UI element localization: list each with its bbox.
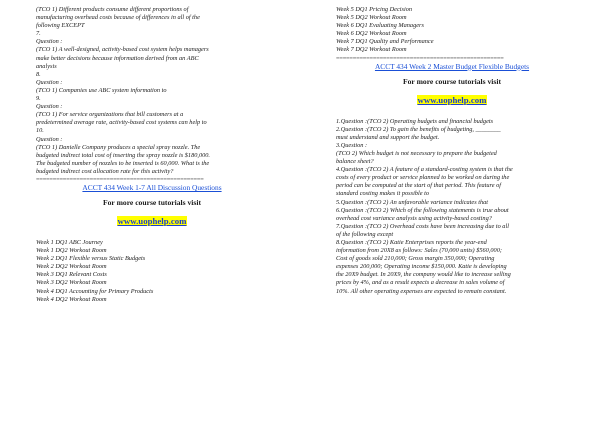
question-line: 10%. All other operating expenses are expected to remain constant. [336, 287, 507, 295]
question-line: balance sheet? [336, 158, 374, 166]
question-line: standard costing makes it possible to [336, 190, 429, 198]
left-column [36, 6, 268, 304]
week-item: Week 6 DQ1 Evaluating Managers [336, 22, 424, 30]
question-line: The budgeted number of nozzles to be inserted is 60,000. What is the [36, 159, 210, 167]
question-line: the 20X9 budget. In 20X9, the company would like to increase selling [336, 271, 511, 279]
question-line: 8.Question :(TCO 2) Katie Enterprises reports the year-end [336, 238, 487, 246]
question-line: (TCO 1) For service organizations that bill customers at a [36, 111, 184, 119]
question-line: Cost of goods sold 210,000; Gross margin 350,000; Operating [336, 255, 495, 263]
week-item: Week 7 DQ2 Workout Room [336, 46, 407, 54]
week-item: Week 5 DQ1 Pricing Decision [336, 6, 413, 13]
question-line: predetermined average rate, activity-based cost systems can help to [36, 119, 207, 127]
site-link[interactable]: www.uophelp.com [417, 94, 487, 105]
site-link[interactable]: www.uophelp.com [117, 215, 187, 226]
question-line: period can be computed at the start of that period. This feature of [336, 182, 502, 190]
question-line: (TCO 2) Which budget is not necessary to prepare the budgeted [336, 149, 497, 157]
question-line: (TCO 1) A well-designed, activity-based cost system helps managers [36, 46, 209, 54]
week-list-left [36, 239, 268, 304]
tutorials-label: For more course tutorials visit [103, 197, 201, 207]
question-line: Question : [36, 103, 63, 111]
question-line: 8. [36, 70, 41, 78]
question-line: Question : [36, 38, 63, 46]
question-line: 10. [36, 127, 44, 135]
question-line: of the following except [336, 230, 394, 238]
question-list-left [36, 6, 268, 176]
question-line: must understand and support the budget. [336, 133, 440, 141]
question-line: 9. [36, 95, 41, 103]
question-line: (TCO 1) Different products consume different proportions of [36, 6, 189, 13]
question-line: 5.Question :(TCO 2) An unfavorable variance indicates that [336, 198, 489, 206]
discussion-questions-heading-link[interactable]: ACCT 434 Week 1-7 All Discussion Questions [82, 182, 222, 192]
week-item: Week 1 DQ2 Workout Room [36, 247, 107, 255]
question-line: analysis [36, 62, 57, 70]
week-item: Week 1 DQ1 ABC Journey [36, 238, 103, 246]
question-line: budgeted indirect cost allocation rate for this activity? [36, 167, 174, 175]
question-line: 7.Question :(TCO 2) Overhead costs have been increasing due to all [336, 222, 509, 230]
separator-line: ================================================== [36, 175, 204, 183]
question-line: overhead cost variance analysis using activity-based costing? [336, 214, 492, 222]
week-item: Week 4 DQ1 Accounting for Primary Products [36, 287, 154, 295]
separator-line: ================================================== [336, 54, 504, 62]
right-column [336, 6, 568, 296]
week-item: Week 3 DQ2 Workout Room [36, 279, 107, 287]
question-line: following EXCEPT [36, 22, 85, 30]
week-item: Week 2 DQ2 Workout Room [36, 263, 107, 271]
question-line: expenses 200,000; Operating income $150,000. Katie is developing [336, 263, 507, 271]
question-line: information from 20X8 as follows: Sales (70,000 units) $560,000; [336, 247, 502, 255]
question-line: prices by 4%, and as a result expects a decrease in sales volume of [336, 279, 505, 287]
week-item: Week 5 DQ2 Workout Room [336, 14, 407, 22]
question-line: 1.Question :(TCO 2) Operating budgets and financial budgets [336, 117, 494, 125]
week-item: Week 6 DQ2 Workout Room [336, 30, 407, 38]
week-item: Week 4 DQ2 Workout Room [36, 295, 107, 303]
question-line: 6.Question :(TCO 2) Which of the following statements is true about [336, 206, 509, 214]
question-line: costs of every product or service planned to be worked on during the [336, 174, 510, 182]
week-list-right [336, 6, 568, 55]
question-line: 7. [36, 30, 41, 38]
question-line: 2.Question :(TCO 2) To gain the benefits of budgeting, ________ [336, 125, 501, 133]
question-list-right [336, 118, 568, 296]
week-item: Week 2 DQ1 Flexible versus Static Budgets [36, 255, 146, 263]
week-item: Week 3 DQ1 Relevant Costs [36, 271, 107, 279]
question-line: (TCO 1) Danielle Company produces a special spray nozzle. The [36, 143, 201, 151]
tutorials-label: For more course tutorials visit [403, 76, 501, 86]
question-line: make better decisions because information derived from an ABC [36, 54, 199, 62]
week-item: Week 7 DQ1 Quality and Performance [336, 38, 434, 46]
question-line: manufacturing overhead costs because of differences in all of the [36, 14, 200, 22]
question-line: budgeted indirect total cost of inserting the spray nozzle is $180,000. [36, 151, 210, 159]
question-line: (TCO 1) Companies use ABC system information to [36, 86, 167, 94]
question-line: 3.Question : [336, 141, 368, 149]
master-budget-heading-link[interactable]: ACCT 434 Week 2 Master Budget Flexible Budgets [374, 61, 530, 71]
question-line: Question : [36, 78, 63, 86]
question-line: Question : [36, 135, 63, 143]
question-line: 4.Question :(TCO 2) A feature of a standard-costing system is that the [336, 166, 513, 174]
